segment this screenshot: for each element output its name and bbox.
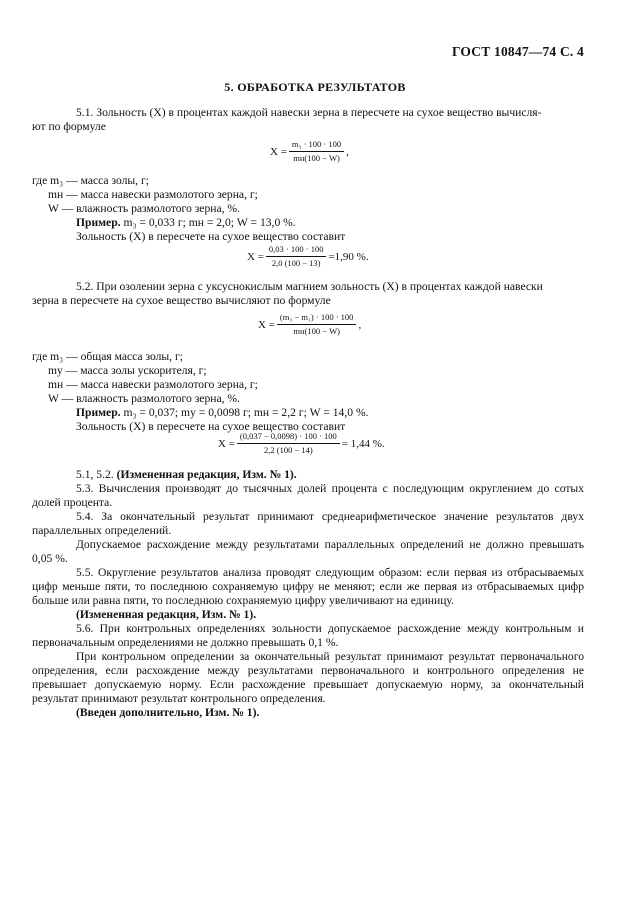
- formula-5-2-fraction: [277, 312, 357, 337]
- example-text: m₃ = 0,037; mу = 0,0098 г; mн = 2,2 г; W = 14,0 %.: [123, 406, 369, 419]
- where-item: W — влажность размолотого зерна, %.: [48, 202, 240, 215]
- calc-5-1-numerator: 0,03 · 100 · 100: [266, 244, 327, 257]
- amendment-5-1-5-2: [32, 468, 584, 482]
- paragraph-5-3: 5.3. Вычисления производят до тысячных долей процента с последующим округлением до сотых долей процента.: [32, 482, 584, 509]
- formula-5-1-denominator: mн(100 − W): [293, 153, 340, 163]
- calc-5-2-result: = 1,44 %.: [341, 437, 385, 450]
- where-list-5-1: [32, 174, 584, 244]
- where-list-5-2: [32, 350, 584, 434]
- paragraph-5-6-control: При контрольном определении за окончательный результат принимают результат первоначального определения, если расхождение между результатами первоначального и контрольного определения не превышает допускаемую норму. Если расхождение превышает допускаемую норму, за окончательный результат принимают результат контрольного определения.: [32, 650, 584, 705]
- formula-5-1-numerator: m₃ · 100 · 100: [289, 139, 344, 152]
- calc-5-2-denominator: 2,2 (100 − 14): [263, 445, 313, 455]
- paragraph-5-5: 5.5. Округление результатов анализа проводят следующим образом: если первая из отбрасываемых цифр меньше пяти, то последнюю сохраняемую цифру не меняют; если же первая из отбрасываемых цифр больше или равна пяти, то последнюю сохраняемую цифру увеличивают на единицу.: [32, 566, 584, 607]
- standard-header: ГОСТ 10847—74 С. 4: [451, 44, 584, 59]
- formula-5-2-denominator: mн(100 − W): [293, 326, 340, 336]
- amendment-prefix: 5.1, 5.2.: [76, 468, 114, 481]
- calc-5-1-lhs: X =: [247, 250, 264, 263]
- section-title: 5. ОБРАБОТКА РЕЗУЛЬТАТОВ: [224, 80, 406, 94]
- formula-5-2-lhs: X =: [258, 318, 275, 331]
- example-5-2: [32, 406, 584, 420]
- example-5-1: [32, 216, 584, 230]
- calc-formula-5-1: [247, 244, 369, 269]
- formula-5-2-numerator: (m₃ − m₁) · 100 · 100: [277, 312, 357, 325]
- where-item: W — влажность размолотого зерна, %.: [48, 392, 240, 405]
- where-item: где m₃ — общая масса золы, г;: [32, 350, 183, 363]
- p51-line2: ют по формуле: [32, 120, 106, 133]
- paragraph-5-1: [32, 106, 584, 134]
- amendment-note: (Измененная редакция, Изм. № 1).: [116, 468, 297, 481]
- amendment-5-6: (Введен дополнительно, Изм. № 1).: [76, 706, 260, 719]
- calc-5-1-result: =1,90 %.: [328, 250, 369, 263]
- calc-text-5-2: Зольность (X) в пересчете на сухое вещество составит: [76, 420, 346, 433]
- formula-5-1-fraction: [289, 139, 344, 164]
- calc-formula-5-2: [218, 431, 385, 456]
- paragraph-5-4-tolerance: Допускаемое расхождение между результатами параллельных определений не должно превышать 0,05 %.: [32, 538, 584, 565]
- calc-5-2-lhs: X =: [218, 437, 235, 450]
- where-item: mн — масса навески размолотого зерна, г;: [48, 378, 258, 391]
- example-text: m₃ = 0,033 г; mн = 2,0; W = 13,0 %.: [123, 216, 296, 229]
- p52-line2: зерна в пересчете на сухое вещество вычисляют по формуле: [32, 294, 331, 307]
- where-item: где m₃ — масса золы, г;: [32, 174, 149, 187]
- paragraphs-5-3-to-5-6: [32, 468, 584, 720]
- paragraph-5-6: 5.6. При контрольных определениях зольности допускаемое расхождение между контрольным и первоначальным определениями не должно превышать 0,1 %.: [32, 622, 584, 649]
- amendment-5-5: (Измененная редакция, Изм. № 1).: [76, 608, 257, 621]
- paragraph-5-2: [32, 280, 584, 308]
- formula-5-1-tail: ,: [346, 145, 349, 158]
- formula-5-1-lhs: X =: [270, 145, 287, 158]
- example-label: Пример.: [76, 406, 121, 419]
- formula-5-1: [270, 139, 349, 164]
- calc-5-1-denominator: 2,0 (100 − 13): [271, 258, 321, 268]
- where-item: mу — масса золы ускорителя, г;: [48, 364, 207, 377]
- where-item: mн — масса навески размолотого зерна, г;: [48, 188, 258, 201]
- formula-5-2: [258, 312, 361, 337]
- calc-5-2-numerator: (0,037 − 0,0098) · 100 · 100: [237, 431, 340, 444]
- calc-5-1-fraction: [266, 244, 327, 269]
- calc-5-2-fraction: [237, 431, 340, 456]
- p51-line1: 5.1. Зольность (X) в процентах каждой навески зерна в пересчете на сухое вещество вычисля-: [76, 106, 542, 119]
- paragraph-5-4: 5.4. За окончательный результат принимают среднеарифметическое значение результатов двух параллельных определений.: [32, 510, 584, 537]
- example-label: Пример.: [76, 216, 121, 229]
- calc-text-5-1: Зольность (X) в пересчете на сухое вещество составит: [76, 230, 346, 243]
- p52-line1: 5.2. При озолении зерна с уксуснокислым магнием зольность (X) в процентах каждой навески: [76, 280, 543, 293]
- formula-5-2-tail: ,: [358, 318, 362, 331]
